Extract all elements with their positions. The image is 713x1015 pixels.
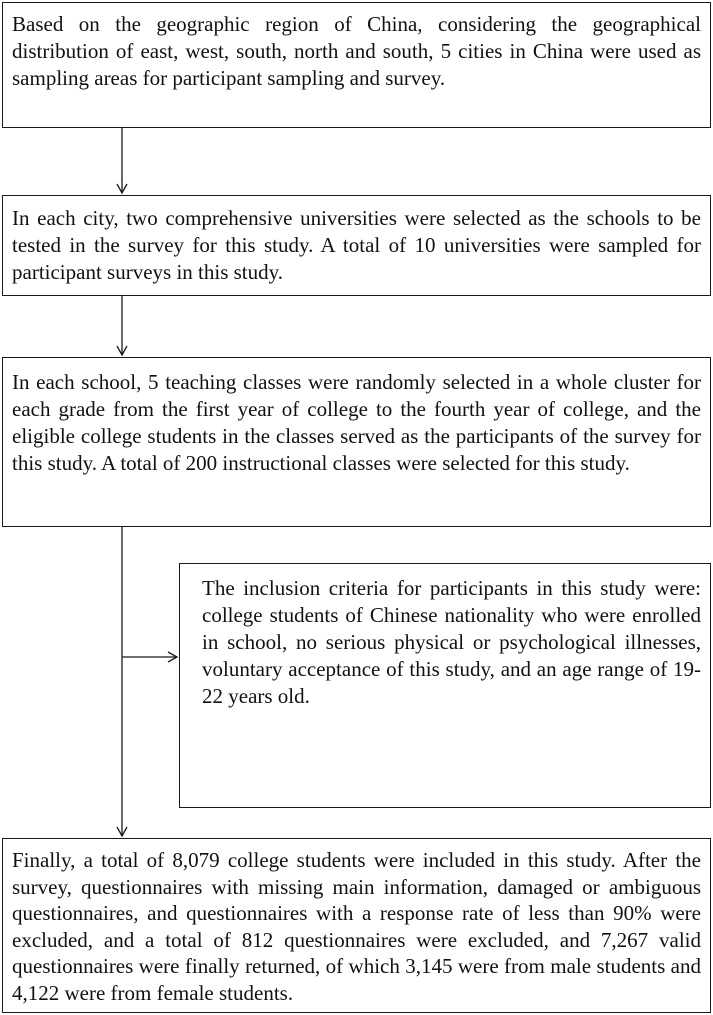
- step-box-sampling-areas: [2, 2, 711, 128]
- step-text-sampling-areas: Based on the geographic region of China, considering the geographical distribution of east, west, south, north and south, 5 cities in China were used as sampling areas for participant sampling and survey.: [12, 12, 701, 90]
- step-box-classes: [2, 357, 711, 527]
- step-text-universities: In each city, two comprehensive universities were selected as the schools to be tested in the survey for this study. A total of 10 universities were sampled for participant surveys in this study.: [12, 206, 701, 284]
- step-text-final-sample: Finally, a total of 8,079 college students were included in this study. After the survey, questionnaires with missing main information, damaged or ambiguous questionnaires, and questionnaires with a response rate of less than 90% were excluded, and a total of 812 questionnaires were excluded, and 7,267 valid questionnaires were finally returned, of which 3,145 were from male students and 4,122 were from female students.: [12, 848, 701, 1005]
- inclusion-criteria-box: [179, 563, 711, 808]
- inclusion-criteria-text: The inclusion criteria for participants in this study were: college students of Chinese nationality who were enrolled in school, no serious physical or psychological illnesses, voluntary acceptance of this study, and an age range of 19-22 years old.: [202, 576, 701, 708]
- step-box-final-sample: [2, 838, 711, 1013]
- step-text-classes: In each school, 5 teaching classes were randomly selected in a whole cluster for each grade from the first year of college to the fourth year of college, and the eligible college students in the classes served as the participants of the survey for this study. A total of 200 instructional classes were selected for this study.: [12, 370, 701, 475]
- step-box-universities: [2, 195, 711, 296]
